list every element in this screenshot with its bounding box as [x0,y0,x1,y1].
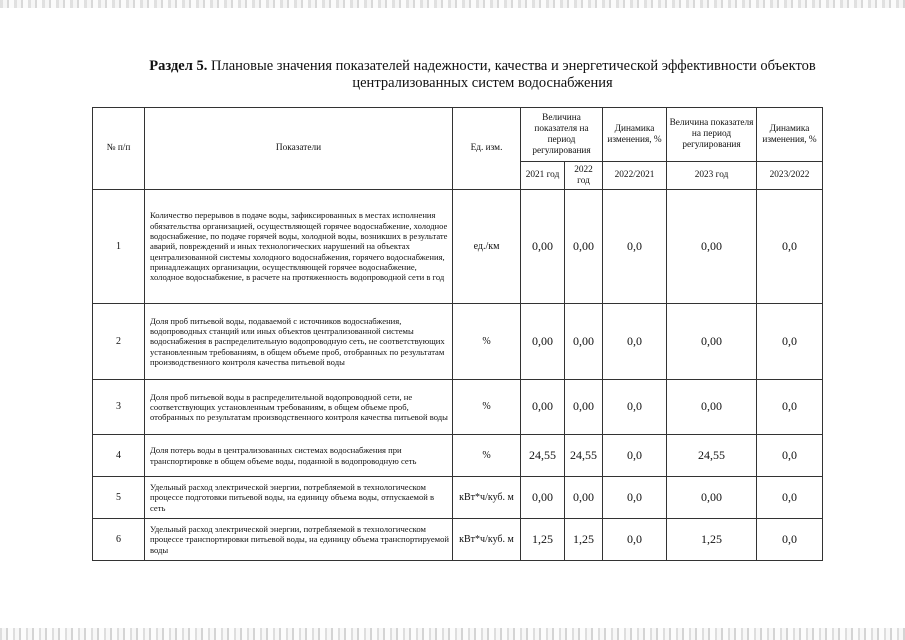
table-row [93,304,823,380]
row-dynamics-2023-2022: 0,0 [757,435,823,477]
row-unit: % [453,380,521,435]
row-value-2022: 0,00 [565,477,603,519]
row-num: 6 [93,519,145,561]
row-unit: кВт*ч/куб. м [453,477,521,519]
row-value-2023: 0,00 [667,304,757,380]
row-dynamics-2023-2022: 0,0 [757,519,823,561]
row-dynamics-2022-2021: 0,0 [603,477,667,519]
row-num: 1 [93,190,145,304]
subheader-2022: 2022 год [565,162,603,190]
row-num: 4 [93,435,145,477]
row-value-2021: 24,55 [521,435,565,477]
row-value-2022: 0,00 [565,190,603,304]
row-dynamics-2022-2021: 0,0 [603,519,667,561]
row-unit: кВт*ч/куб. м [453,519,521,561]
table-row [93,190,823,304]
row-indicator: Количество перерывов в подаче воды, зафиксированных в местах исполнения обязательства организацией, осуществляющей горячее водоснабжение, холодное водоснабжение, по подаче горячей воды, холодной воды, возникших в результате аварий, повреждений и иных технологических нарушений на объектах централизованной системы холодного водоснабжения, горячего водоснабжения, принадлежащих организации, осуществляющей горячее водоснабжение, холодное водоснабжение, в расчете на протяженность водопроводной сети в год [145,190,453,304]
row-dynamics-2022-2021: 0,0 [603,304,667,380]
scan-edge-bottom [0,628,905,640]
row-dynamics-2023-2022: 0,0 [757,190,823,304]
row-indicator: Доля проб питьевой воды, подаваемой с источников водоснабжения, водопроводных станций или иных объектов централизованной системы водоснабжения в распределительную водопроводную сеть, не соответствующих установленным требованиям, в общем объеме проб, отобранных по результатам производственного контроля качества питьевой воды [145,304,453,380]
row-value-2022: 1,25 [565,519,603,561]
row-num: 3 [93,380,145,435]
indicators-table [92,107,823,561]
row-value-2022: 0,00 [565,380,603,435]
row-value-2023: 1,25 [667,519,757,561]
scan-edge-top [0,0,905,8]
header-indicator: Показатели [145,108,453,190]
row-dynamics-2023-2022: 0,0 [757,304,823,380]
table-row [93,435,823,477]
row-unit: % [453,304,521,380]
row-num: 5 [93,477,145,519]
page-title [110,58,855,92]
row-value-2023: 0,00 [667,380,757,435]
header-value-period-2: Величина показателя на период регулирования [667,108,757,162]
row-num: 2 [93,304,145,380]
header-value-period-1: Величина показателя на период регулирования [521,108,603,162]
row-value-2022: 24,55 [565,435,603,477]
header-num: № п/п [93,108,145,190]
row-value-2021: 0,00 [521,190,565,304]
row-value-2021: 1,25 [521,519,565,561]
header-dynamics-1: Динамика изменения, % [603,108,667,162]
row-indicator: Доля проб питьевой воды в распределительной водопроводной сети, не соответствующих установленным требованиям, в общем объеме проб, отобранных по результатам производственного контроля качества питьевой воды [145,380,453,435]
table-row [93,380,823,435]
row-dynamics-2022-2021: 0,0 [603,435,667,477]
row-value-2021: 0,00 [521,477,565,519]
row-unit: ед./км [453,190,521,304]
section-label: Раздел 5. [149,58,208,74]
row-unit: % [453,435,521,477]
header-row [93,108,823,162]
row-indicator: Удельный расход электрической энергии, потребляемой в технологическом процессе подготовки питьевой воды, на единицу объема воды, отпускаемой в сеть [145,477,453,519]
row-dynamics-2023-2022: 0,0 [757,380,823,435]
subheader-2022-2021: 2022/2021 [603,162,667,190]
row-value-2023: 0,00 [667,477,757,519]
subheader-2023: 2023 год [667,162,757,190]
row-value-2023: 0,00 [667,190,757,304]
row-dynamics-2022-2021: 0,0 [603,190,667,304]
row-value-2021: 0,00 [521,304,565,380]
section-title-text: Плановые значения показателей надежности, качества и энергетической эффективности объектов централизованных систем водоснабжения [210,58,816,91]
subheader-2023-2022: 2023/2022 [757,162,823,190]
row-indicator: Доля потерь воды в централизованных системах водоснабжения при транспортировке в общем объеме воды, поданной в водопроводную сеть [145,435,453,477]
row-dynamics-2023-2022: 0,0 [757,477,823,519]
header-dynamics-2: Динамика изменения, % [757,108,823,162]
table-row [93,477,823,519]
row-indicator: Удельный расход электрической энергии, потребляемой в технологическом процессе транспортировки питьевой воды, на единицу объема транспортируемой воды [145,519,453,561]
row-dynamics-2022-2021: 0,0 [603,380,667,435]
subheader-2021: 2021 год [521,162,565,190]
row-value-2021: 0,00 [521,380,565,435]
table-row [93,519,823,561]
row-value-2022: 0,00 [565,304,603,380]
row-value-2023: 24,55 [667,435,757,477]
header-unit: Ед. изм. [453,108,521,190]
